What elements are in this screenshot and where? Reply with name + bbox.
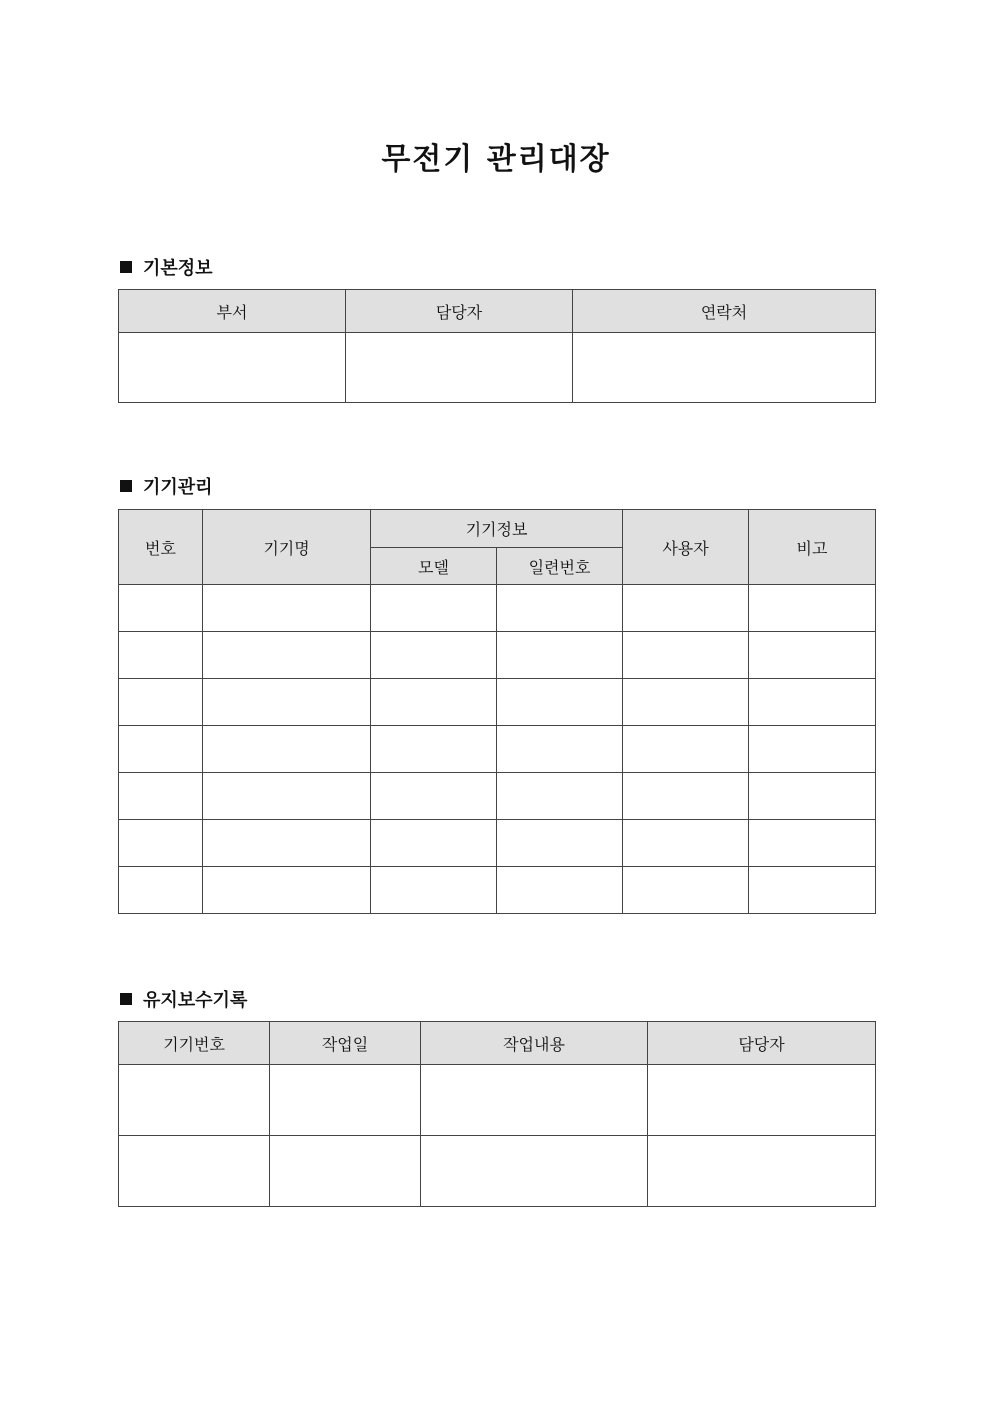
remarks-cell[interactable] xyxy=(749,820,876,867)
model-cell[interactable] xyxy=(371,679,497,726)
remarks-cell[interactable] xyxy=(749,726,876,773)
user-cell[interactable] xyxy=(623,585,749,632)
maintenance-table xyxy=(118,1021,876,1207)
serial-cell[interactable] xyxy=(497,632,623,679)
serial-cell[interactable] xyxy=(497,726,623,773)
device-name-cell[interactable] xyxy=(203,867,371,914)
work-content-cell[interactable] xyxy=(421,1136,648,1207)
table-row xyxy=(119,1136,876,1207)
serial-cell[interactable] xyxy=(497,585,623,632)
header-device-name: 기기명 xyxy=(203,510,371,585)
table-row xyxy=(119,632,876,679)
table-row xyxy=(119,867,876,914)
section-heading-maintenance xyxy=(120,986,247,1012)
header-device-info: 기기정보 xyxy=(371,510,623,548)
table-row xyxy=(119,333,876,403)
work-date-cell[interactable] xyxy=(270,1065,421,1136)
remarks-cell[interactable] xyxy=(749,679,876,726)
user-cell[interactable] xyxy=(623,773,749,820)
device-name-cell[interactable] xyxy=(203,726,371,773)
model-cell[interactable] xyxy=(371,867,497,914)
device-name-cell[interactable] xyxy=(203,679,371,726)
header-contact: 연락처 xyxy=(573,290,876,333)
serial-cell[interactable] xyxy=(497,679,623,726)
manager-cell[interactable] xyxy=(346,333,573,403)
section-heading-label: 유지보수기록 xyxy=(143,990,248,1011)
square-bullet-icon xyxy=(120,480,132,492)
header-user: 사용자 xyxy=(623,510,749,585)
user-cell[interactable] xyxy=(623,820,749,867)
remarks-cell[interactable] xyxy=(749,632,876,679)
header-manager: 담당자 xyxy=(346,290,573,333)
header-department: 부서 xyxy=(119,290,346,333)
remarks-cell[interactable] xyxy=(749,867,876,914)
section-heading-basic-info xyxy=(120,254,213,280)
device-name-cell[interactable] xyxy=(203,820,371,867)
number-cell[interactable] xyxy=(119,679,203,726)
section-heading-label: 기본정보 xyxy=(143,258,213,279)
page-title: 무전기 관리대장 xyxy=(381,142,611,177)
work-content-cell[interactable] xyxy=(421,1065,648,1136)
table-header-row xyxy=(119,510,876,548)
manager-cell[interactable] xyxy=(648,1136,876,1207)
number-cell[interactable] xyxy=(119,773,203,820)
serial-cell[interactable] xyxy=(497,773,623,820)
manager-cell[interactable] xyxy=(648,1065,876,1136)
remarks-cell[interactable] xyxy=(749,585,876,632)
model-cell[interactable] xyxy=(371,632,497,679)
device-number-cell[interactable] xyxy=(119,1065,270,1136)
header-model: 모델 xyxy=(371,548,497,585)
table-row xyxy=(119,726,876,773)
basic-info-table xyxy=(118,289,876,403)
table-row xyxy=(119,1065,876,1136)
table-row xyxy=(119,773,876,820)
user-cell[interactable] xyxy=(623,632,749,679)
table-row xyxy=(119,585,876,632)
model-cell[interactable] xyxy=(371,820,497,867)
contact-cell[interactable] xyxy=(573,333,876,403)
header-work-date: 작업일 xyxy=(270,1022,421,1065)
table-header-row xyxy=(119,290,876,333)
square-bullet-icon xyxy=(120,993,132,1005)
model-cell[interactable] xyxy=(371,726,497,773)
department-cell[interactable] xyxy=(119,333,346,403)
header-device-number: 기기번호 xyxy=(119,1022,270,1065)
section-heading-label: 기기관리 xyxy=(143,477,213,498)
device-mgmt-table xyxy=(118,509,876,914)
remarks-cell[interactable] xyxy=(749,773,876,820)
header-remarks: 비고 xyxy=(749,510,876,585)
number-cell[interactable] xyxy=(119,867,203,914)
work-date-cell[interactable] xyxy=(270,1136,421,1207)
user-cell[interactable] xyxy=(623,726,749,773)
number-cell[interactable] xyxy=(119,585,203,632)
header-number: 번호 xyxy=(119,510,203,585)
number-cell[interactable] xyxy=(119,632,203,679)
header-work-content: 작업내용 xyxy=(421,1022,648,1065)
device-name-cell[interactable] xyxy=(203,632,371,679)
serial-cell[interactable] xyxy=(497,867,623,914)
number-cell[interactable] xyxy=(119,726,203,773)
model-cell[interactable] xyxy=(371,773,497,820)
header-serial: 일련번호 xyxy=(497,548,623,585)
table-header-row xyxy=(119,1022,876,1065)
device-number-cell[interactable] xyxy=(119,1136,270,1207)
user-cell[interactable] xyxy=(623,867,749,914)
device-name-cell[interactable] xyxy=(203,773,371,820)
header-manager: 담당자 xyxy=(648,1022,876,1065)
table-row xyxy=(119,679,876,726)
serial-cell[interactable] xyxy=(497,820,623,867)
device-name-cell[interactable] xyxy=(203,585,371,632)
table-row xyxy=(119,820,876,867)
square-bullet-icon xyxy=(120,261,132,273)
model-cell[interactable] xyxy=(371,585,497,632)
number-cell[interactable] xyxy=(119,820,203,867)
section-heading-device-mgmt xyxy=(120,473,213,499)
user-cell[interactable] xyxy=(623,679,749,726)
